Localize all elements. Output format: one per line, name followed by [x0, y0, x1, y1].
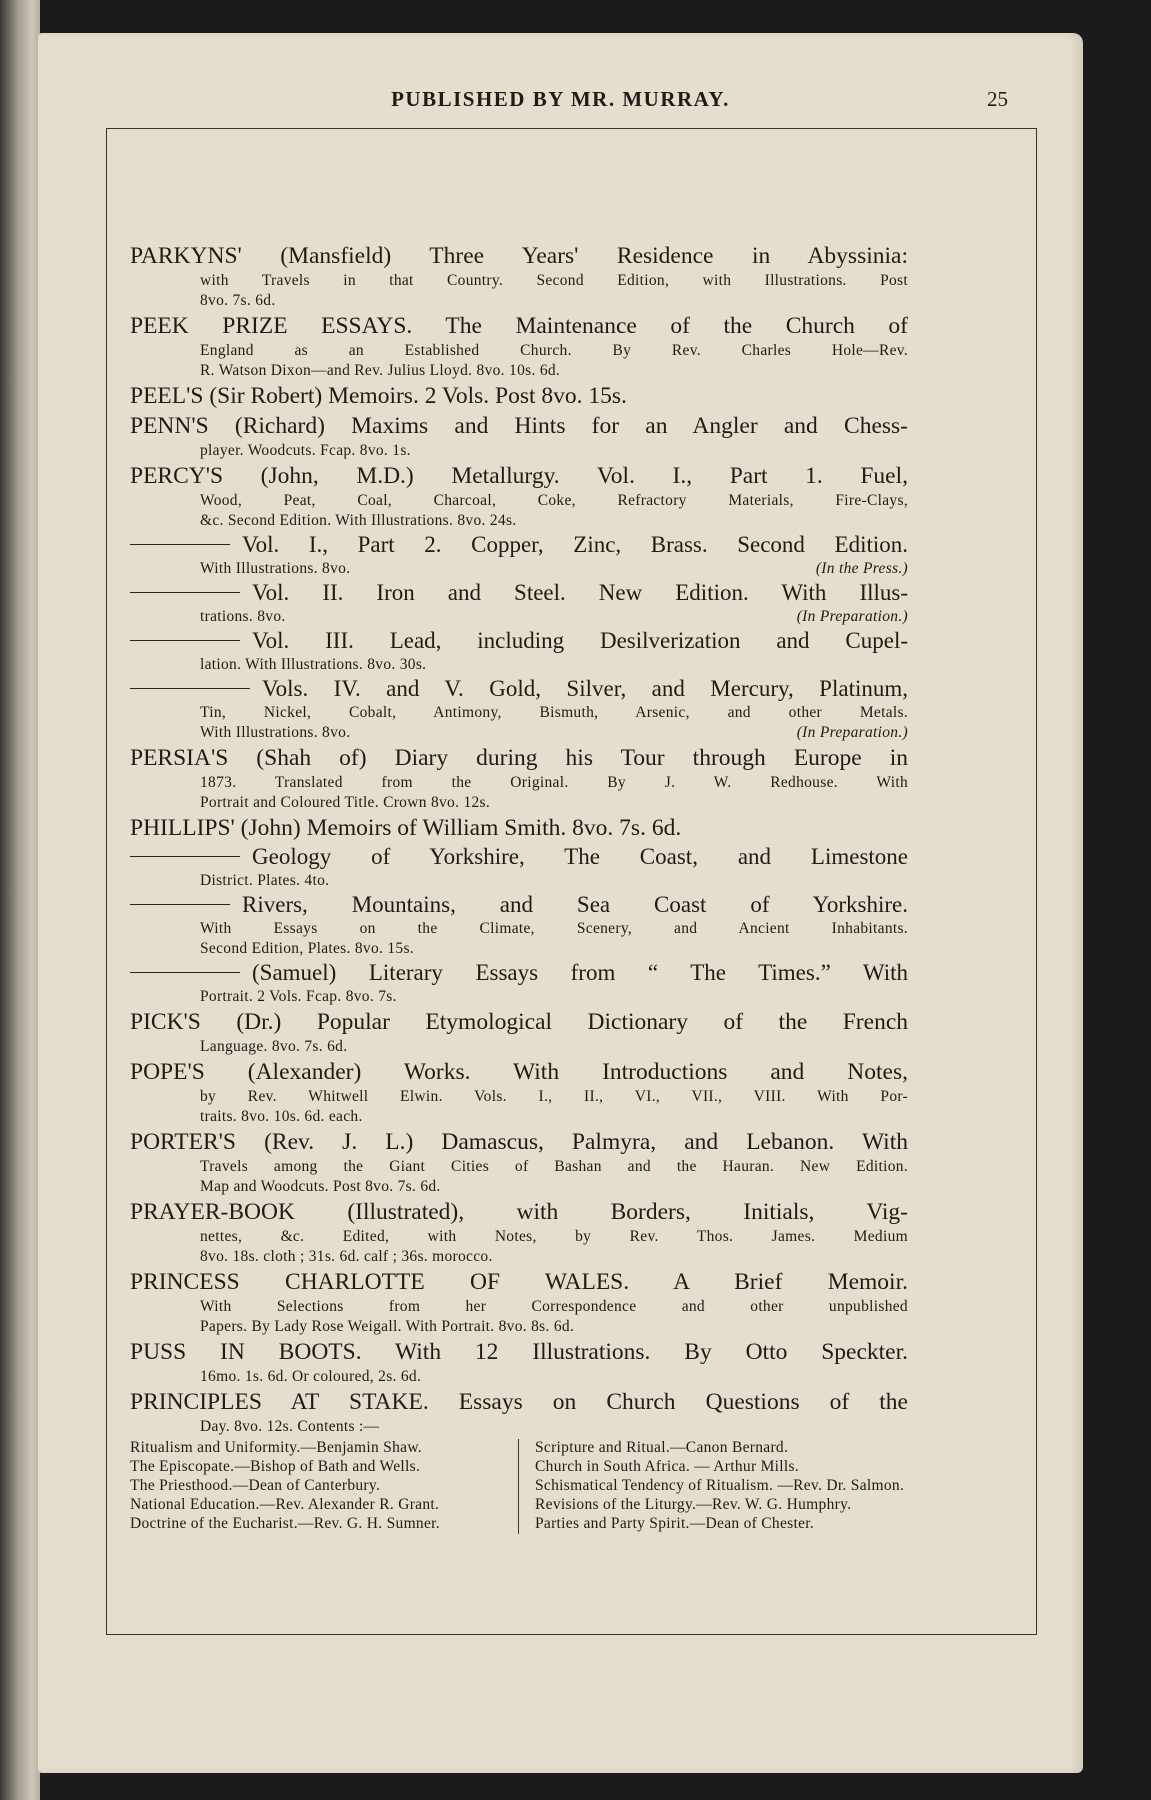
entry-heading: PENN'S (Richard) Maxims and Hints for an Angler and Chess-: [130, 413, 908, 439]
catalogue-entry: [130, 241, 908, 311]
entry-detail: [130, 723, 908, 743]
entry-detail: [130, 1087, 908, 1107]
catalogue-entry: [130, 1387, 908, 1437]
entry-detail: [130, 291, 908, 311]
entry-detail: [130, 1367, 908, 1387]
ditto-rule: [130, 640, 240, 641]
publication-status: (In Preparation.): [796, 724, 908, 741]
entry-detail: [130, 1037, 908, 1057]
entry-subheading: [130, 843, 908, 871]
entry-detail: [130, 1177, 908, 1197]
entry-heading: PRINCESS CHARLOTTE OF WALES. A Brief Memoir.: [130, 1269, 908, 1295]
ditto-rule: [130, 904, 230, 905]
entry-detail: [130, 773, 908, 793]
contents-item: Schismatical Tendency of Ritualism. —Rev. Dr. Salmon.: [535, 1477, 905, 1494]
entry-subheading-text: Vols. IV. and V. Gold, Silver, and Mercury, Platinum,: [262, 676, 908, 701]
entry-heading: PRINCIPLES AT STAKE. Essays on Church Questions of the: [130, 1389, 908, 1415]
publication-status: (In the Press.): [815, 560, 908, 577]
entry-detail-line: nettes, &c. Edited, with Notes, by Rev. Thos. James. Medium: [200, 1228, 908, 1245]
contents-item: The Episcopate.—Bishop of Bath and Wells.: [130, 1458, 421, 1475]
contents-item: Parties and Party Spirit.—Dean of Chester.: [535, 1515, 815, 1532]
entry-detail-line: Papers. By Lady Rose Weigall. With Portrait. 8vo. 8s. 6d.: [200, 1318, 575, 1335]
contents-column-left: [130, 1439, 519, 1534]
entry-subheading-text: Geology of Yorkshire, The Coast, and Limestone: [252, 844, 908, 869]
entry-detail: [130, 919, 908, 939]
entry-detail-line: With Illustrations. 8vo.: [200, 560, 351, 577]
catalogue-entry: [130, 1267, 908, 1337]
entry-heading: PHILLIPS' (John) Memoirs of William Smith. 8vo. 7s. 6d.: [130, 815, 682, 841]
catalogue-entry: [130, 813, 908, 843]
entry-detail-line: 8vo. 18s. cloth ; 31s. 6d. calf ; 36s. morocco.: [200, 1248, 493, 1265]
contents-item: The Priesthood.—Dean of Canterbury.: [130, 1477, 381, 1494]
entry-subheading: [130, 675, 908, 703]
entry-detail-line: Portrait. 2 Vols. Fcap. 8vo. 7s.: [200, 988, 397, 1005]
catalogue-entry: [130, 531, 908, 579]
catalogue-entry: [130, 1007, 908, 1057]
entry-heading: PERCY'S (John, M.D.) Metallurgy. Vol. I., Part 1. Fuel,: [130, 463, 908, 489]
page-number: 25: [987, 87, 1008, 111]
entry-detail-line: with Travels in that Country. Second Edition, with Illustrations. Post: [200, 272, 908, 289]
catalogue-list: [130, 241, 908, 1534]
entry-subheading-text: Vol. I., Part 2. Copper, Zinc, Brass. Second Edition.: [242, 532, 908, 557]
entry-detail-line: by Rev. Whitwell Elwin. Vols. I., II., VI., VII., VIII. With Por-: [200, 1088, 908, 1105]
catalogue-entry: [130, 411, 908, 461]
contents-item: Ritualism and Uniformity.—Benjamin Shaw.: [130, 1439, 422, 1456]
catalogue-entry: [130, 461, 908, 531]
entry-detail: [130, 441, 908, 461]
essay-contents: [130, 1439, 908, 1534]
entry-detail-line: player. Woodcuts. Fcap. 8vo. 1s.: [200, 442, 411, 459]
catalogue-entry: [130, 311, 908, 381]
entry-detail-line: Day. 8vo. 12s. Contents :—: [200, 1418, 380, 1435]
entry-detail-line: lation. With Illustrations. 8vo. 30s.: [200, 656, 427, 673]
entry-subheading-text: (Samuel) Literary Essays from “ The Times.” With: [252, 960, 908, 985]
entry-detail-line: England as an Established Church. By Rev. Charles Hole—Rev.: [200, 342, 908, 359]
contents-item: Scripture and Ritual.—Canon Bernard.: [535, 1439, 789, 1456]
entry-heading: PORTER'S (Rev. J. L.) Damascus, Palmyra, and Lebanon. With: [130, 1129, 908, 1155]
catalogue-entry: [130, 381, 908, 411]
entry-detail: [130, 987, 908, 1007]
entry-detail: [130, 491, 908, 511]
catalogue-entry: [130, 579, 908, 627]
catalogue-entry: [130, 1337, 908, 1387]
catalogue-entry: [130, 743, 908, 813]
entry-heading: PARKYNS' (Mansfield) Three Years' Residence in Abyssinia:: [130, 243, 908, 269]
entry-detail-line: Wood, Peat, Coal, Charcoal, Coke, Refractory Materials, Fire-Clays,: [200, 492, 908, 509]
catalogue-entry: [130, 1057, 908, 1127]
ditto-rule: [130, 856, 240, 857]
entry-detail: [130, 793, 908, 813]
contents-item: National Education.—Rev. Alexander R. Grant.: [130, 1496, 440, 1513]
entry-subheading: [130, 959, 908, 987]
contents-item: Doctrine of the Eucharist.—Rev. G. H. Sumner.: [130, 1515, 440, 1532]
entry-detail: [130, 655, 908, 675]
entry-heading: PUSS IN BOOTS. With 12 Illustrations. By Otto Speckter.: [130, 1339, 908, 1365]
contents-item: Revisions of the Liturgy.—Rev. W. G. Humphry.: [535, 1496, 852, 1513]
entry-detail-line: Portrait and Coloured Title. Crown 8vo. 12s.: [200, 794, 491, 811]
contents-item: Church in South Africa. — Arthur Mills.: [535, 1458, 799, 1475]
entry-subheading-text: Rivers, Mountains, and Sea Coast of Yorkshire.: [242, 892, 908, 917]
entry-detail: [130, 1297, 908, 1317]
entry-detail: [130, 361, 908, 381]
entry-heading: PERSIA'S (Shah of) Diary during his Tour through Europe in: [130, 745, 908, 771]
entry-detail-line: Language. 8vo. 7s. 6d.: [200, 1038, 348, 1055]
facing-page-edge: [0, 0, 40, 1800]
entry-heading: PRAYER-BOOK (Illustrated), with Borders, Initials, Vig-: [130, 1199, 908, 1225]
entry-subheading-text: Vol. III. Lead, including Desilverization and Cupel-: [252, 628, 908, 653]
page-title: PUBLISHED BY MR. MURRAY.: [391, 87, 730, 111]
entry-detail-line: With Essays on the Climate, Scenery, and Ancient Inhabitants.: [200, 920, 908, 937]
entry-detail: [130, 1247, 908, 1267]
entry-detail-line: Tin, Nickel, Cobalt, Antimony, Bismuth, Arsenic, and other Metals.: [200, 704, 908, 721]
entry-subheading: [130, 579, 908, 607]
entry-detail: [130, 939, 908, 959]
entry-detail: [130, 341, 908, 361]
entry-heading: PEEK PRIZE ESSAYS. The Maintenance of the Church of: [130, 313, 908, 339]
entry-detail: [130, 703, 908, 723]
entry-detail-line: 8vo. 7s. 6d.: [200, 292, 276, 309]
ditto-rule: [130, 544, 230, 545]
entry-detail: [130, 1107, 908, 1127]
catalogue-entry: [130, 959, 908, 1007]
entry-detail-line: trations. 8vo.: [200, 608, 286, 625]
entry-detail: [130, 607, 908, 627]
entry-subheading: [130, 627, 908, 655]
ditto-rule: [130, 972, 240, 973]
entry-detail: [130, 271, 908, 291]
entry-detail-line: Map and Woodcuts. Post 8vo. 7s. 6d.: [200, 1178, 441, 1195]
catalogue-entry: [130, 1197, 908, 1267]
entry-subheading: [130, 891, 908, 919]
entry-detail: [130, 559, 908, 579]
entry-detail: [130, 1157, 908, 1177]
entry-subheading: [130, 531, 908, 559]
entry-detail: [130, 871, 908, 891]
catalogue-entry: [130, 843, 908, 891]
entry-detail-line: traits. 8vo. 10s. 6d. each.: [200, 1108, 363, 1125]
entry-detail-line: &c. Second Edition. With Illustrations. 8vo. 24s.: [200, 512, 517, 529]
catalogue-entry: [130, 1127, 908, 1197]
entry-detail-line: District. Plates. 4to.: [200, 872, 330, 889]
catalogue-entry: [130, 891, 908, 959]
entry-detail-line: With Illustrations. 8vo.: [200, 724, 351, 741]
entry-heading: PEEL'S (Sir Robert) Memoirs. 2 Vols. Post 8vo. 15s.: [130, 383, 627, 409]
entry-heading: PICK'S (Dr.) Popular Etymological Dictionary of the French: [130, 1009, 908, 1035]
entry-detail: [130, 1417, 908, 1437]
catalogue-entry: [130, 627, 908, 675]
entry-detail: [130, 1227, 908, 1247]
entry-detail-line: 16mo. 1s. 6d. Or coloured, 2s. 6d.: [200, 1368, 422, 1385]
entry-heading: POPE'S (Alexander) Works. With Introductions and Notes,: [130, 1059, 908, 1085]
catalogue-entry: [130, 675, 908, 743]
entry-detail-line: Second Edition, Plates. 8vo. 15s.: [200, 940, 414, 957]
entry-detail: [130, 1317, 908, 1337]
publication-status: (In Preparation.): [796, 608, 908, 625]
ditto-rule: [130, 592, 240, 593]
entry-detail-line: 1873. Translated from the Original. By J. W. Redhouse. With: [200, 774, 908, 791]
contents-column-right: [519, 1439, 908, 1534]
entry-subheading-text: Vol. II. Iron and Steel. New Edition. With Illus-: [252, 580, 908, 605]
entry-detail-line: Travels among the Giant Cities of Bashan and the Hauran. New Edition.: [200, 1158, 908, 1175]
entry-detail: [130, 511, 908, 531]
running-header: [78, 87, 1043, 117]
entry-detail-line: With Selections from her Correspondence and other unpublished: [200, 1298, 908, 1315]
entry-detail-line: R. Watson Dixon—and Rev. Julius Lloyd. 8vo. 10s. 6d.: [200, 362, 561, 379]
ditto-rule: [130, 688, 250, 689]
